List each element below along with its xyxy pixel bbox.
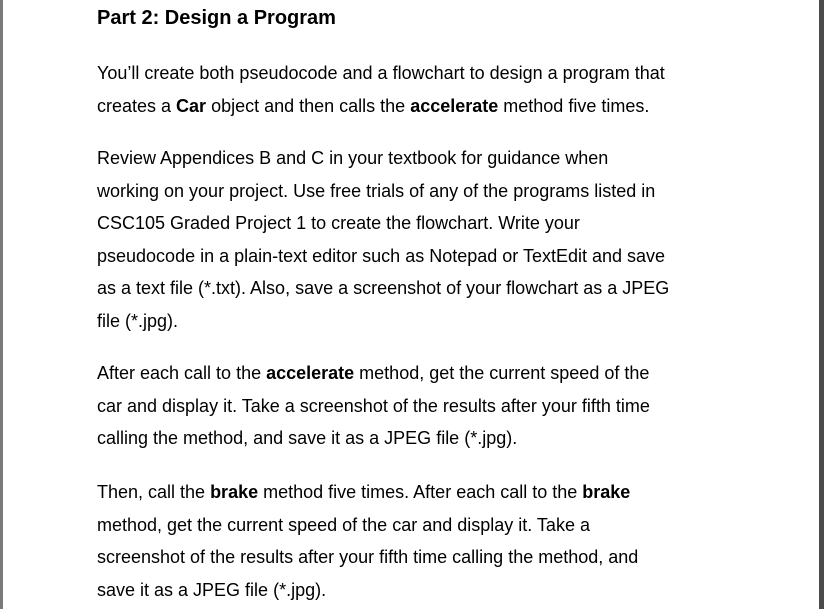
text-run: method five times. — [498, 95, 650, 116]
accelerate-line-2: car and display it. Take a screenshot of the results after your fifth time — [97, 395, 650, 416]
brake-line-1 — [97, 476, 638, 509]
text-run: method five times. After each call to the — [258, 482, 583, 502]
paragraph-accelerate — [97, 357, 650, 455]
instructions-line-1: Review Appendices B and C in your textbook for guidance when — [97, 148, 609, 168]
brake-line-2: method, get the current speed of the car and display it. Take a — [97, 514, 590, 535]
instructions-line-5: as a text file (*.txt). Also, save a screenshot of your flowchart as a JPEG — [97, 278, 670, 298]
keyword-brake: brake — [582, 482, 631, 502]
brake-line-4: save it as a JPEG file (*.jpg). — [97, 579, 327, 600]
right-scroll-edge — [819, 0, 824, 609]
section-heading: Part 2: Design a Program — [97, 7, 336, 29]
keyword-car: Car — [176, 95, 207, 116]
keyword-accelerate: accelerate — [410, 95, 499, 116]
text-run: After each call to the — [97, 363, 267, 383]
accelerate-line-1 — [97, 357, 650, 390]
instructions-line-3: CSC105 Graded Project 1 to create the flowchart. Write your — [97, 213, 580, 233]
intro-line-1: You’ll create both pseudocode and a flowchart to design a program that — [97, 63, 665, 83]
text-run: Then, call the — [97, 482, 211, 502]
accelerate-line-3: calling the method, and save it as a JPEG file (*.jpg). — [97, 428, 518, 448]
keyword-accelerate: accelerate — [266, 363, 355, 383]
left-frame-border — [0, 0, 3, 609]
keyword-brake: brake — [210, 482, 259, 502]
instructions-line-2: working on your project. Use free trials of any of the programs listed in — [97, 180, 656, 201]
paragraph-brake — [97, 476, 638, 606]
paragraph-intro — [97, 57, 665, 122]
instructions-line-6: file (*.jpg). — [97, 310, 179, 331]
instructions-line-4: pseudocode in a plain-text editor such as Notepad or TextEdit and save — [97, 245, 666, 266]
intro-line-2 — [97, 90, 665, 123]
text-run: creates a — [97, 95, 177, 116]
text-run: method, get the current speed of the — [354, 363, 650, 383]
brake-line-3: screenshot of the results after your fifth time calling the method, and — [97, 547, 639, 567]
text-run: object and then calls the — [206, 95, 411, 116]
paragraph-instructions — [97, 142, 669, 337]
